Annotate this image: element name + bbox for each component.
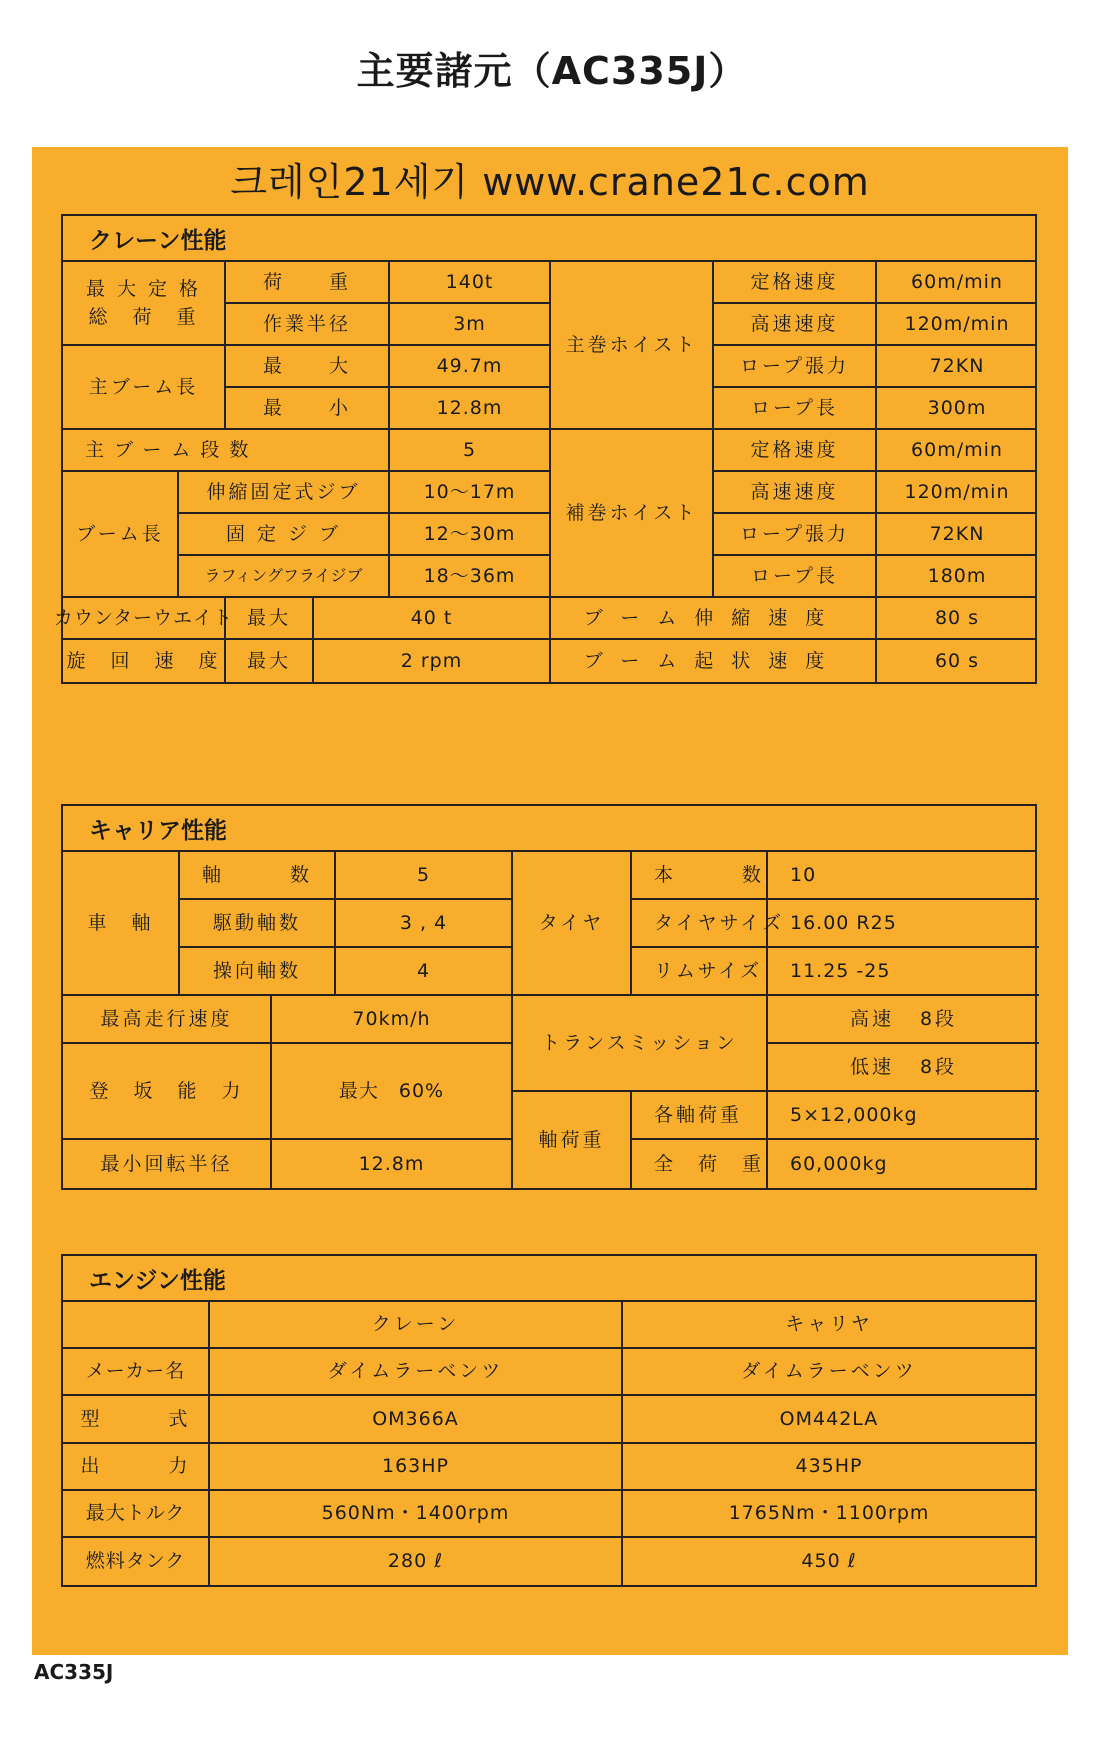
aux-rope-length-label: ロープ長 [714, 556, 877, 598]
engine-crane-value: 163HP [210, 1444, 623, 1491]
trans-high-value: 8段 [919, 1007, 958, 1030]
swing-speed-label: 旋 回 速 度 [63, 640, 226, 682]
main-high-speed-label: 高速速度 [714, 304, 877, 346]
aux-rope-tension-value: 72KN [877, 514, 1037, 556]
boom-max-value: 49.7m [390, 346, 551, 388]
engine-performance-section [61, 1254, 1037, 1587]
engine-carrier-value: 435HP [623, 1444, 1035, 1491]
engine-table [63, 1302, 1035, 1585]
boom-raise-speed-label: ブーム起状速度 [551, 640, 877, 682]
working-radius-label: 作業半径 [226, 304, 390, 346]
crane-section-title: クレーン性能 [63, 216, 1035, 262]
engine-crane-value: ダイムラーベンツ [210, 1349, 623, 1396]
engine-row-label: 出 力 [63, 1444, 210, 1491]
load-label: 荷 重 [226, 262, 390, 304]
aux-high-speed-value: 120m/min [877, 472, 1037, 514]
engine-crane-value: OM366A [210, 1396, 623, 1443]
each-axle-label: 各軸荷重 [632, 1092, 768, 1140]
boom-min-label: 最 小 [226, 388, 390, 430]
main-boom-length-label: 主ブーム長 [63, 346, 226, 430]
engine-row-label: メーカー名 [63, 1349, 210, 1396]
max-speed-value: 70km/h [272, 996, 513, 1044]
counterweight-value: 40 t [314, 598, 551, 640]
tire-size-label: タイヤサイズ [632, 900, 768, 948]
min-turn-radius-value: 12.8m [272, 1140, 513, 1188]
jib-length-label: ブーム長 [63, 472, 179, 598]
aux-hoist-label: 補巻ホイスト [551, 430, 714, 598]
crane-performance-section [53, 214, 1037, 684]
footer-model-code: AC335J [34, 1660, 114, 1684]
trans-high-label: 高速 [849, 1007, 894, 1030]
tire-label: タイヤ [513, 852, 632, 996]
each-axle-value: 5×12,000kg [768, 1092, 1039, 1140]
boom-telescope-speed-value: 80 s [877, 598, 1037, 640]
counterweight-max-label: 最大 [226, 598, 314, 640]
tire-count-label: 本 数 [632, 852, 768, 900]
main-hoist-label: 主巻ホイスト [551, 262, 714, 430]
main-rated-speed-value: 60m/min [877, 262, 1037, 304]
carrier-table [63, 852, 1035, 1188]
max-speed-label: 最高走行速度 [63, 996, 272, 1044]
steer-axles-label: 操向軸数 [180, 948, 336, 996]
jib-telescopic-label: 伸縮固定式ジブ [179, 472, 390, 514]
engine-carrier-value: 450 ℓ [801, 1550, 857, 1573]
engine-crane-column-header: クレーン [210, 1302, 623, 1349]
max-rated-load-label: 最 大 定 格 総 荷 重 [63, 262, 226, 346]
jib-fixed-value: 12～30m [390, 514, 551, 556]
main-rope-tension-label: ロープ張力 [714, 346, 877, 388]
engine-crane-value: 560Nm・1400rpm [210, 1491, 623, 1538]
counterweight-label: カウンターウエイト [63, 598, 226, 640]
aux-rated-speed-label: 定格速度 [714, 430, 877, 472]
steer-axles-value: 4 [336, 948, 513, 996]
working-radius-value: 3m [390, 304, 551, 346]
carrier-performance-section [61, 804, 1037, 1190]
rim-size-label: リムサイズ [632, 948, 768, 996]
aux-rope-tension-label: ロープ張力 [714, 514, 877, 556]
main-rated-speed-label: 定格速度 [714, 262, 877, 304]
main-rope-length-label: ロープ長 [714, 388, 877, 430]
axle-count-label: 軸 数 [180, 852, 336, 900]
min-turn-radius-label: 最小回転半径 [63, 1140, 272, 1188]
total-load-value: 60,000kg [790, 1152, 888, 1175]
engine-section-title: エンジン性能 [63, 1256, 1035, 1302]
engine-corner-cell [63, 1302, 210, 1349]
drive-axles-label: 駆動軸数 [180, 900, 336, 948]
main-high-speed-value: 120m/min [877, 304, 1037, 346]
boom-raise-speed-value: 60 s [934, 649, 980, 672]
boom-telescope-speed-label: ブーム伸縮速度 [551, 598, 877, 640]
trans-low-label: 低速 [849, 1055, 894, 1078]
engine-row-label: 型 式 [63, 1396, 210, 1443]
main-rope-tension-value: 72KN [877, 346, 1037, 388]
axle-label: 車 軸 [63, 852, 180, 996]
engine-carrier-value: 1765Nm・1100rpm [623, 1491, 1035, 1538]
aux-rated-speed-value: 60m/min [877, 430, 1037, 472]
page-title: 主要諸元（AC335J） [356, 49, 748, 93]
engine-row-label: 燃料タンク [63, 1538, 210, 1585]
total-load-label: 全 荷 重 [632, 1140, 768, 1188]
aux-rope-length-value: 180m [877, 556, 1037, 598]
swing-max-label: 最大 [226, 640, 314, 682]
boom-min-value: 12.8m [390, 388, 551, 430]
aux-high-speed-label: 高速速度 [714, 472, 877, 514]
jib-telescopic-value: 10～17m [390, 472, 551, 514]
load-value: 140t [390, 262, 551, 304]
engine-row-label: 最大トルク [63, 1491, 210, 1538]
tire-count-value: 10 [768, 852, 1039, 900]
gradeability-value: 最大 60% [272, 1044, 513, 1140]
engine-carrier-value: OM442LA [623, 1396, 1035, 1443]
main-boom-sections-value: 5 [390, 430, 551, 472]
axle-load-label: 軸荷重 [513, 1092, 632, 1188]
trans-high-row [768, 996, 1039, 1044]
drive-axles-value: 3 , 4 [336, 900, 513, 948]
rim-size-value: 11.25 -25 [768, 948, 1039, 996]
carrier-section-title: キャリア性能 [63, 806, 1035, 852]
transmission-label: トランスミッション [513, 996, 768, 1092]
trans-low-value: 8段 [919, 1055, 958, 1078]
swing-speed-value: 2 rpm [314, 640, 551, 682]
tire-size-value: 16.00 R25 [768, 900, 1039, 948]
crane-table [53, 262, 1035, 682]
main-boom-sections-label: 主ブーム段数 [63, 430, 390, 472]
axle-count-value: 5 [336, 852, 513, 900]
jib-fixed-label: 固 定 ジ ブ [179, 514, 390, 556]
jib-luffing-label: ラフィングフライジブ [179, 556, 390, 598]
engine-carrier-column-header: キャリヤ [623, 1302, 1035, 1349]
main-rope-length-value: 300m [877, 388, 1037, 430]
spec-panel [32, 147, 1068, 1655]
boom-max-label: 最 大 [226, 346, 390, 388]
trans-low-row [768, 1044, 1039, 1092]
engine-crane-value: 280 ℓ [210, 1538, 623, 1585]
panel-heading: 크레인21세기 www.crane21c.com [230, 160, 870, 204]
engine-carrier-value: ダイムラーベンツ [623, 1349, 1035, 1396]
gradeability-label: 登 坂 能 力 [63, 1044, 272, 1140]
jib-luffing-value: 18～36m [390, 556, 551, 598]
